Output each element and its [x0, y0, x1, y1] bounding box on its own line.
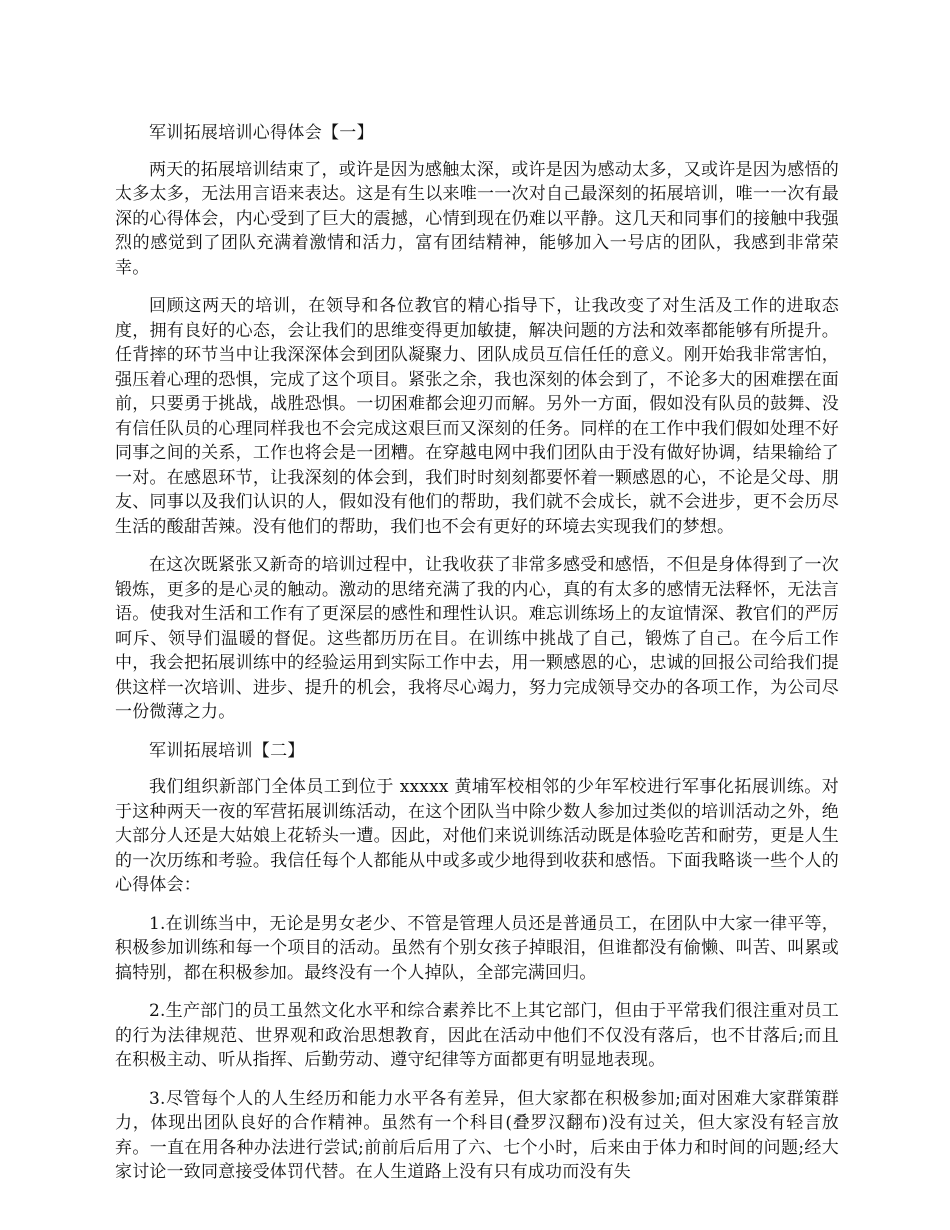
section-heading-2: 军训拓展培训【二】	[149, 740, 305, 761]
paragraph-4: 我们组织新部门全体员工到位于 xxxxx 黄埔军校相邻的少年军校进行军事化拓展训练。对于这种两天一夜的军营拓展训练活动，在这个团队当中除少数人参加过类似的培训活动之外，绝大部分人还是大姑娘上花轿头一遭。因此，对他们来说训练活动既是体验吃苦和耐劳，更是人生的一次历练和考验。我信任每个人都能从中或多或少地得到收获和感悟。下面我略谈一些个人的心得体会：	[115, 777, 839, 895]
section-heading-1: 军训拓展培训心得体会【一】	[149, 123, 374, 143]
document-body	[115, 121, 839, 1199]
paragraph-2: 回顾这两天的培训，在领导和各位教官的精心指导下，让我改变了对生活及工作的进取态度，拥有良好的心态，会让我们的思维变得更加敏捷，解决问题的方法和效率都能够有所提升。任背摔的环节当中让我深深体会到团队凝聚力、团队成员互信任任的意义。刚开始我非常害怕，强压着心理的恐惧，完成了这个项目。紧张之余，我也深刻的体会到了，不论多大的困难摆在面前，只要勇于挑战，战胜恐惧。一切困难都会迎刃而解。另外一方面，假如没有队员的鼓舞、没有信任队员的心理同样我也不会完成这艰巨而又深刻的任务。同样的在工作中我们假如处理不好同事之间的关系，工作也将会是一团糟。在穿越电网中我们团队由于没有做好协调，结果输给了一对。在感恩环节，让我深刻的体会到，我们时时刻刻都要怀着一颗感恩的心，不论是父母、朋友、同事以及我们认识的人，假如没有他们的帮助，我们就不会成长，就不会进步，更不会历尽生活的酸甜苦辣。没有他们的帮助，我们也不会有更好的环境去实现我们的梦想。	[115, 296, 839, 537]
paragraph-1: 两天的拓展培训结束了，或许是因为感触太深，或许是因为感动太多，又或许是因为感悟的太多太多，无法用言语来表达。这是有生以来唯一一次对自己最深刻的拓展培训，唯一一次有最深的心得体会，内心受到了巨大的震撼，心情到现在仍难以平静。这几天和同事们的接触中我强烈的感觉到了团队充满着激情和活力，富有团结精神，能够加入一号店的团队，我感到非常荣幸。	[115, 159, 839, 278]
paragraph-6: 2.生产部门的员工虽然文化水平和综合素养比不上其它部门，但由于平常我们很注重对员工的行为法律规范、世界观和政治思想教育，因此在活动中他们不仅没有落后，也不甘落后;而且在积极主动、听从指挥、后勤劳动、遵守纪律等方面都更有明显地表现。	[115, 1001, 839, 1070]
paragraph-5: 1.在训练当中，无论是男女老少、不管是管理人员还是普通员工，在团队中大家一律平等，积极参加训练和每一个项目的活动。虽然有个别女孩子掉眼泪，但谁都没有偷懒、叫苦、叫累或搞特别，都在积极参加。最终没有一个人掉队，全部完满回归。	[115, 913, 839, 983]
paragraph-7: 3.尽管每个人的人生经历和能力水平各有差异，但大家都在积极参加;面对困难大家群策群力，体现出团队良好的合作精神。虽然有一个科目(叠罗汉翻布)没有过关，但大家没有轻言放弃。一直在用各种办法进行尝试;前前后后用了六、七个小时，后来由于体力和时间的问题;经大家讨论一致同意接受体罚代替。在人生道路上没有只有成功而没有失	[115, 1088, 839, 1182]
paragraph-3: 在这次既紧张又新奇的培训过程中，让我收获了非常多感受和感悟，不但是身体得到了一次锻炼，更多的是心灵的触动。激动的思绪充满了我的内心，真的有太多的感情无法释怀，无法言语。使我对生活和工作有了更深层的感性和理性认识。难忘训练场上的友谊情深、教官们的严厉呵斥、领导们温暖的督促。这些都历历在目。在训练中挑战了自己，锻炼了自己。在今后工作中，我会把拓展训练中的经验运用到实际工作中去，用一颗感恩的心，忠诚的回报公司给我们提供这样一次培训、进步、提升的机会，我将尽心竭力，努力完成领导交办的各项工作，为公司尽一份微薄之力。	[115, 555, 839, 722]
